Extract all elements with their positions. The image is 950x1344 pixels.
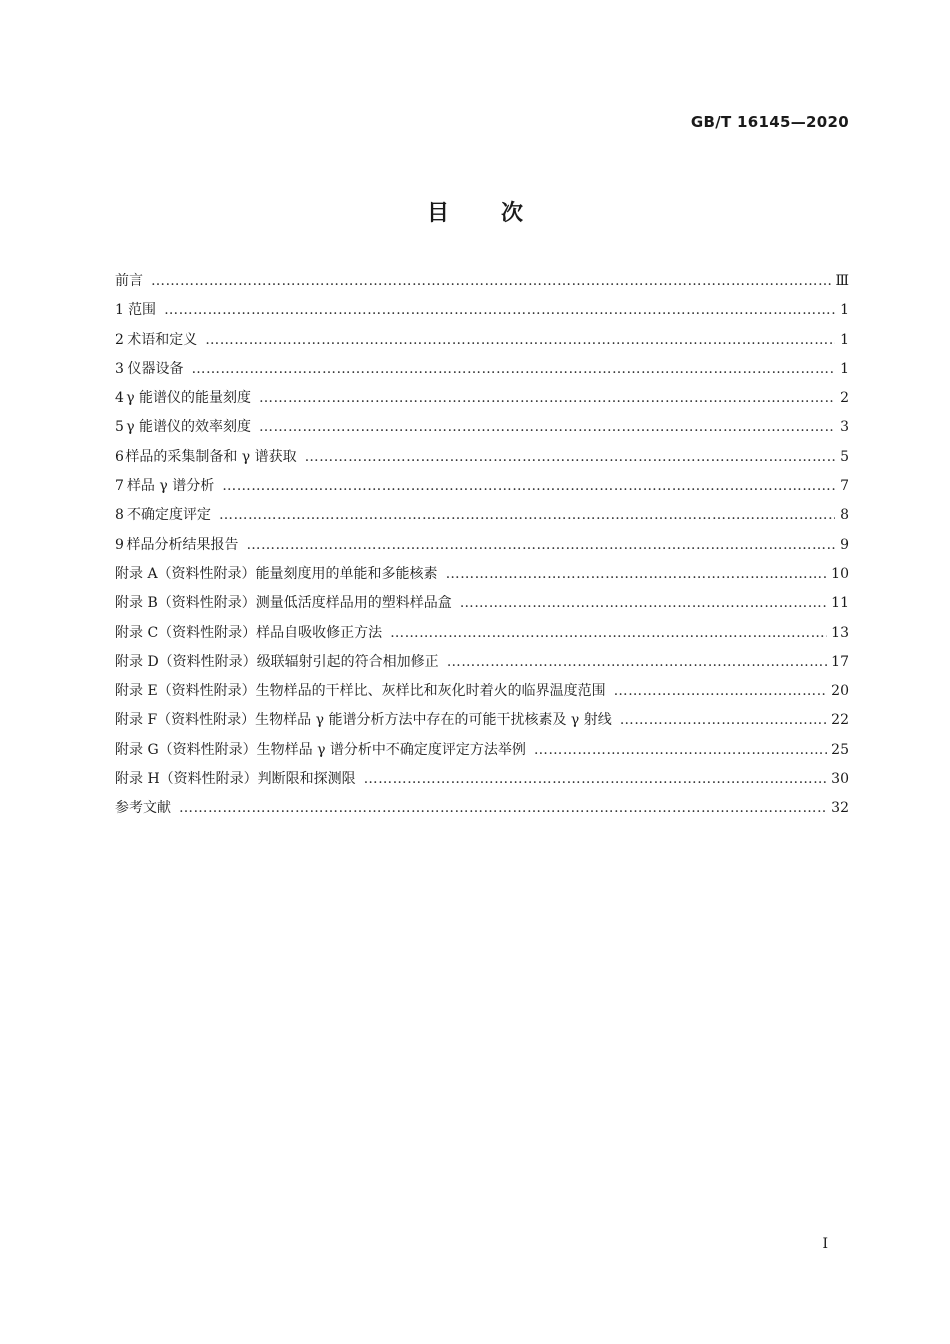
- toc-entry-label: 仪器设备: [127, 360, 184, 377]
- toc-entry-number: 6: [115, 448, 124, 465]
- toc-entry-6[interactable]: [115, 446, 849, 475]
- toc-entry-2[interactable]: [115, 329, 849, 358]
- toc-entry-number: 5: [115, 419, 124, 436]
- toc-entry-appendix-d[interactable]: [115, 651, 849, 680]
- toc-entry-number: 3: [115, 360, 124, 377]
- toc-entry-page: 13: [831, 624, 849, 641]
- toc-entry-page: 1: [840, 360, 849, 377]
- toc-entry-8[interactable]: [115, 504, 849, 533]
- standard-code: GB/T 16145—2020: [690, 113, 849, 131]
- toc-entry-label: 术语和定义: [127, 331, 198, 348]
- toc-appendix-prefix: 附录 E（资料性附录）: [115, 683, 256, 700]
- toc-entry-3[interactable]: [115, 358, 849, 387]
- toc-entry-page: 25: [831, 741, 849, 758]
- toc-entry-label: 范围: [128, 302, 157, 319]
- toc-entry-appendix-e[interactable]: [115, 680, 849, 709]
- toc-appendix-prefix: 附录 C（资料性附录）: [115, 624, 257, 641]
- toc-entry-page: 2: [840, 390, 849, 407]
- toc-entry-label: γ 能谱仪的能量刻度: [126, 390, 252, 407]
- toc-leader-dots: [364, 771, 828, 787]
- toc-entry-appendix-b[interactable]: [115, 592, 849, 621]
- toc-entry-label: 样品分析结果报告: [126, 536, 239, 553]
- toc-entry-page: 9: [840, 536, 849, 553]
- toc-appendix-prefix: 附录 F（资料性附录）: [115, 712, 256, 729]
- toc-entry-appendix-h[interactable]: [115, 768, 849, 797]
- toc-entry-number: 7: [115, 478, 124, 495]
- toc-entry-label: 生物样品的干样比、灰样比和灰化时着火的临界温度范围: [255, 683, 606, 700]
- toc-entry-label: 判断限和探测限: [257, 771, 356, 788]
- toc-entry-page: 3: [840, 419, 849, 436]
- toc-entry-page: 5: [840, 448, 849, 465]
- toc-entry-appendix-c[interactable]: [115, 622, 849, 651]
- toc-entry-4[interactable]: [115, 387, 849, 416]
- toc-leader-dots: [534, 742, 827, 758]
- toc-entry-7[interactable]: [115, 475, 849, 504]
- toc-leader-dots: [192, 361, 835, 377]
- toc-entry-appendix-g[interactable]: [115, 739, 849, 768]
- toc-entry-number: 1: [115, 302, 124, 319]
- toc-entry-label: 测量低活度样品用的塑料样品盒: [255, 595, 452, 612]
- toc-leader-dots: [620, 712, 827, 728]
- toc-entry-page: 30: [831, 771, 849, 788]
- toc-entry-label: 生物样品 γ 谱分析中不确定度评定方法举例: [256, 741, 526, 758]
- toc-entry-page: 17: [831, 653, 849, 670]
- toc-entry-page: 1: [840, 302, 849, 319]
- toc-entry-page: 8: [840, 507, 849, 524]
- toc-appendix-prefix: 附录 D（资料性附录）: [115, 653, 257, 670]
- toc-leader-dots: [179, 800, 827, 816]
- toc-leader-dots: [205, 332, 835, 348]
- toc-appendix-prefix: 附录 H（资料性附录）: [115, 771, 258, 788]
- toc-leader-dots: [460, 595, 827, 611]
- toc-entry-appendix-a[interactable]: [115, 563, 849, 592]
- toc-entry-label: 样品自吸收修正方法: [256, 624, 383, 641]
- toc-entry-preface[interactable]: [115, 270, 849, 299]
- toc-entry-number: 9: [115, 536, 124, 553]
- toc-entry-page: Ⅲ: [835, 273, 849, 289]
- toc-leader-dots: [222, 478, 835, 494]
- toc-entry-page: 32: [831, 800, 849, 817]
- toc-entry-page: 1: [840, 331, 849, 348]
- toc-leader-dots: [259, 419, 835, 435]
- toc-entry-page: 20: [831, 683, 849, 700]
- toc-leader-dots: [447, 654, 827, 670]
- toc-leader-dots: [390, 625, 827, 641]
- toc-entry-label: 参考文献: [115, 800, 171, 817]
- toc-entry-label: 样品的采集制备和 γ 谱获取: [125, 448, 297, 465]
- toc-entry-page: 10: [831, 565, 849, 582]
- toc-appendix-prefix: 附录 G（资料性附录）: [115, 741, 257, 758]
- toc-leader-dots: [305, 449, 835, 465]
- toc-appendix-prefix: 附录 B（资料性附录）: [115, 595, 256, 612]
- toc-leader-dots: [246, 537, 835, 553]
- toc-entry-number: 4: [115, 390, 124, 407]
- toc-entry-9[interactable]: [115, 534, 849, 563]
- toc-entry-label: 样品 γ 谱分析: [126, 478, 215, 495]
- toc-entry-page: 22: [831, 712, 849, 729]
- toc-leader-dots: [259, 390, 835, 406]
- toc-leader-dots: [446, 566, 828, 582]
- table-of-contents: [115, 270, 849, 827]
- toc-leader-dots: [614, 683, 828, 699]
- toc-entry-label: 生物样品 γ 能谱分析方法中存在的可能干扰核素及 γ 射线: [255, 712, 612, 729]
- page-number: Ⅰ: [822, 1236, 828, 1252]
- page-title: 目次: [426, 201, 575, 226]
- toc-entry-1[interactable]: [115, 299, 849, 328]
- toc-leader-dots: [164, 302, 835, 318]
- toc-entry-number: 2: [115, 331, 124, 348]
- toc-entry-label: 前言: [115, 273, 143, 289]
- toc-entry-label: 不确定度评定: [127, 507, 211, 524]
- toc-entry-number: 8: [115, 507, 124, 524]
- toc-entry-references[interactable]: [115, 797, 849, 826]
- toc-leader-dots: [219, 507, 835, 523]
- toc-entry-appendix-f[interactable]: [115, 709, 849, 738]
- toc-entry-label: γ 能谱仪的效率刻度: [126, 419, 252, 436]
- toc-appendix-prefix: 附录 A（资料性附录）: [115, 565, 256, 582]
- toc-leader-dots: [151, 273, 831, 289]
- toc-entry-5[interactable]: [115, 416, 849, 445]
- toc-entry-page: 11: [831, 595, 849, 612]
- toc-entry-label: 级联辐射引起的符合相加修正: [256, 653, 439, 670]
- toc-entry-page: 7: [840, 478, 849, 495]
- toc-entry-label: 能量刻度用的单能和多能核素: [255, 565, 438, 582]
